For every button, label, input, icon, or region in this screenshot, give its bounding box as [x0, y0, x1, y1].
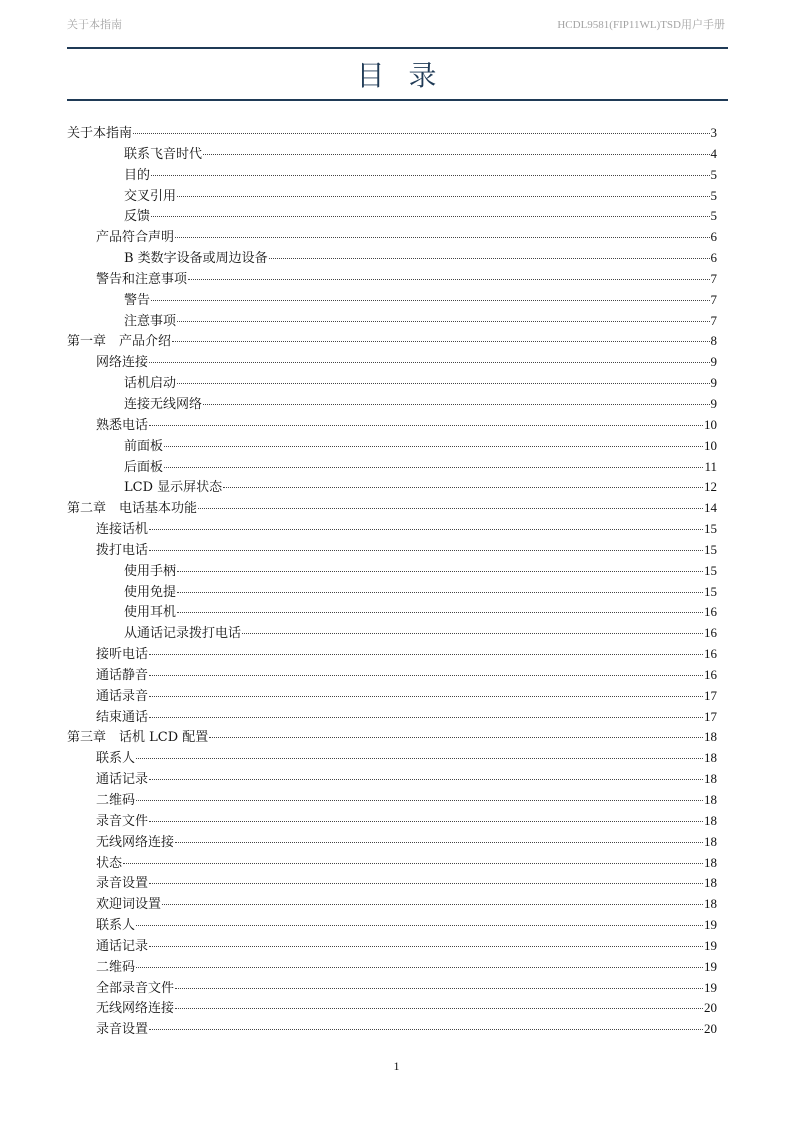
toc-entry-page: 17 — [704, 708, 717, 724]
toc-dot-leader — [149, 653, 703, 655]
toc-dot-leader — [172, 340, 709, 342]
toc-entry-page: 5 — [710, 208, 717, 224]
toc-dot-leader — [149, 716, 703, 718]
toc-dot-leader — [203, 153, 709, 155]
toc-entry[interactable] — [67, 894, 717, 915]
toc-entry-page: 15 — [704, 541, 717, 557]
toc-entry[interactable] — [67, 561, 717, 582]
table-of-contents — [67, 123, 717, 1040]
toc-entry-page: 8 — [710, 333, 717, 349]
toc-entry[interactable] — [67, 998, 717, 1019]
toc-entry[interactable] — [67, 915, 717, 936]
toc-entry-label: 录音设置 — [96, 876, 149, 892]
toc-dot-leader — [123, 862, 703, 864]
toc-entry-label: 前面板 — [124, 438, 164, 454]
toc-entry[interactable] — [67, 873, 717, 894]
toc-entry[interactable] — [67, 144, 717, 165]
toc-entry-label: 无线网络连接 — [96, 1001, 175, 1017]
toc-entry-page: 18 — [704, 854, 717, 870]
toc-dot-leader — [177, 591, 703, 593]
toc-entry[interactable] — [67, 811, 717, 832]
toc-dot-leader — [149, 549, 703, 551]
toc-entry[interactable] — [67, 519, 717, 540]
toc-dot-leader — [133, 132, 709, 134]
toc-entry-label: 从通话记录拨打电话 — [124, 626, 242, 642]
toc-entry-page: 20 — [704, 1000, 717, 1016]
toc-entry[interactable] — [67, 790, 717, 811]
toc-dot-leader — [149, 695, 703, 697]
toc-entry[interactable] — [67, 394, 717, 415]
toc-dot-leader — [149, 424, 703, 426]
toc-entry-page: 16 — [704, 604, 717, 620]
toc-entry[interactable] — [67, 248, 717, 269]
toc-dot-leader — [177, 320, 709, 322]
toc-entry-label: 通话静音 — [96, 667, 149, 683]
toc-entry[interactable] — [67, 686, 717, 707]
toc-dot-leader — [149, 945, 703, 947]
toc-entry-label: 状态 — [96, 855, 123, 871]
toc-entry-label: 反馈 — [124, 209, 151, 225]
toc-entry[interactable] — [67, 623, 717, 644]
toc-entry[interactable] — [67, 832, 717, 853]
toc-entry[interactable] — [67, 352, 717, 373]
toc-entry-page: 15 — [704, 562, 717, 578]
toc-entry-page: 7 — [710, 291, 717, 307]
toc-dot-leader — [136, 966, 703, 968]
toc-entry[interactable] — [67, 644, 717, 665]
toc-entry[interactable] — [67, 582, 717, 603]
toc-entry-label: 连接话机 — [96, 522, 149, 538]
title-bottom-rule — [67, 99, 728, 101]
toc-entry-page: 6 — [710, 250, 717, 266]
toc-entry[interactable] — [67, 498, 717, 519]
toc-entry-page: 16 — [704, 625, 717, 641]
toc-dot-leader — [149, 1028, 703, 1030]
toc-entry-page: 15 — [704, 583, 717, 599]
toc-entry[interactable] — [67, 665, 717, 686]
running-header-left: 关于本指南 — [67, 19, 122, 31]
toc-entry[interactable] — [67, 727, 717, 748]
toc-entry-label: 后面板 — [124, 459, 164, 475]
toc-entry-label: 注意事项 — [124, 313, 177, 329]
running-header-right: HCDL9581(FIP11WL)TSD用户手册 — [557, 19, 725, 31]
toc-entry-page: 18 — [704, 771, 717, 787]
toc-entry[interactable] — [67, 707, 717, 728]
toc-entry-label: 无线网络连接 — [96, 834, 175, 850]
toc-dot-leader — [149, 528, 703, 530]
toc-entry-page: 18 — [704, 729, 717, 745]
toc-entry-label: 二维码 — [96, 793, 136, 808]
toc-entry-page: 18 — [704, 792, 717, 807]
toc-entry-label: 通话记录 — [96, 938, 149, 954]
toc-entry-label: 第一章 产品介绍 — [67, 334, 172, 350]
toc-dot-leader — [175, 1007, 703, 1009]
toc-dot-leader — [175, 841, 703, 843]
toc-entry-label: 交叉引用 — [124, 188, 177, 204]
toc-entry-page: 10 — [704, 437, 717, 453]
toc-entry-page: 7 — [710, 270, 717, 286]
toc-entry-label: 第二章 电话基本功能 — [67, 501, 198, 517]
toc-dot-leader — [209, 736, 703, 738]
toc-entry[interactable] — [67, 269, 717, 290]
toc-entry[interactable] — [67, 457, 717, 478]
toc-entry-page: 6 — [710, 229, 717, 245]
toc-dot-leader — [151, 299, 709, 301]
toc-entry[interactable] — [67, 436, 717, 457]
toc-dot-leader — [269, 257, 710, 259]
toc-dot-leader — [149, 820, 703, 822]
toc-entry-label: 录音设置 — [96, 1022, 149, 1038]
toc-entry[interactable] — [67, 373, 717, 394]
toc-entry[interactable] — [67, 978, 717, 999]
toc-entry[interactable] — [67, 936, 717, 957]
toc-entry-label: B 类数字设备或周边设备 — [124, 251, 268, 267]
toc-entry[interactable] — [67, 311, 717, 332]
toc-dot-leader — [188, 278, 709, 280]
toc-dot-leader — [242, 632, 703, 634]
toc-entry-label: 二维码 — [96, 959, 136, 975]
toc-entry-page: 11 — [704, 458, 717, 474]
toc-entry[interactable] — [67, 165, 717, 186]
toc-entry-label: 录音文件 — [96, 813, 149, 829]
toc-entry-page: 20 — [704, 1021, 717, 1037]
toc-dot-leader — [149, 361, 709, 363]
toc-entry-label: 拨打电话 — [96, 542, 149, 558]
toc-entry-page: 5 — [710, 166, 717, 182]
toc-entry-page: 18 — [704, 833, 717, 849]
toc-entry[interactable] — [67, 290, 717, 311]
toc-entry-page: 18 — [704, 812, 717, 828]
toc-dot-leader — [164, 445, 703, 447]
toc-entry-label: 联系人 — [96, 751, 136, 767]
toc-entry[interactable] — [67, 602, 717, 623]
toc-entry-page: 14 — [704, 500, 717, 516]
toc-entry-label: 结束通话 — [96, 709, 149, 725]
toc-entry[interactable] — [67, 227, 717, 248]
toc-entry-page: 4 — [710, 145, 717, 161]
toc-entry[interactable] — [67, 540, 717, 561]
toc-entry-label: 警告 — [124, 292, 151, 308]
toc-entry-page: 15 — [704, 521, 717, 537]
toc-entry-label: 警告和注意事项 — [96, 271, 188, 287]
toc-entry[interactable] — [67, 331, 717, 352]
toc-entry-page: 5 — [710, 187, 717, 203]
toc-entry-page: 9 — [710, 354, 717, 370]
toc-dot-leader — [198, 507, 703, 509]
toc-entry[interactable] — [67, 415, 717, 436]
toc-entry-label: 接听电话 — [96, 647, 149, 663]
toc-entry[interactable] — [67, 769, 717, 790]
toc-dot-leader — [136, 757, 703, 759]
toc-dot-leader — [177, 382, 709, 384]
toc-dot-leader — [223, 486, 703, 488]
toc-dot-leader — [149, 778, 703, 780]
page-title: 目录 — [356, 59, 461, 92]
toc-dot-leader — [151, 215, 709, 217]
page-number: 1 — [393, 1059, 400, 1073]
toc-entry-label: 通话记录 — [96, 772, 149, 788]
toc-entry-page: 16 — [704, 646, 717, 662]
toc-entry-page: 17 — [704, 687, 717, 703]
toc-entry-label: 联系人 — [96, 918, 136, 934]
toc-entry[interactable] — [67, 477, 717, 498]
toc-entry[interactable] — [67, 748, 717, 769]
toc-entry-label: 使用免提 — [124, 584, 177, 600]
toc-entry-page: 10 — [704, 416, 717, 432]
title-top-rule — [67, 47, 728, 49]
toc-entry[interactable] — [67, 957, 717, 978]
toc-entry-label: 目的 — [124, 167, 151, 183]
toc-entry-page: 19 — [704, 979, 717, 995]
toc-entry[interactable] — [67, 186, 717, 207]
toc-entry-label: 关于本指南 — [67, 126, 133, 141]
toc-dot-leader — [162, 903, 703, 905]
toc-dot-leader — [136, 799, 703, 801]
toc-dot-leader — [177, 195, 709, 197]
toc-dot-leader — [203, 403, 709, 405]
toc-entry-label: 话机启动 — [124, 376, 177, 392]
toc-entry-page: 19 — [704, 917, 717, 933]
toc-entry-page: 18 — [704, 750, 717, 766]
toc-entry-page: 7 — [710, 312, 717, 328]
toc-entry-label: 使用手柄 — [124, 563, 177, 579]
toc-dot-leader — [175, 236, 709, 238]
toc-entry-label: 网络连接 — [96, 355, 149, 371]
toc-entry-label: 使用耳机 — [124, 605, 177, 621]
toc-entry-label: 通话录音 — [96, 688, 149, 704]
toc-entry[interactable] — [67, 853, 717, 874]
toc-entry[interactable] — [67, 206, 717, 227]
toc-entry-page: 18 — [704, 896, 717, 912]
toc-dot-leader — [151, 174, 709, 176]
toc-entry-label: 欢迎词设置 — [96, 897, 162, 913]
toc-entry[interactable] — [67, 1019, 717, 1040]
toc-entry-label: 熟悉电话 — [96, 417, 149, 433]
toc-entry-page: 16 — [704, 666, 717, 682]
toc-entry-label: 第三章 话机 LCD 配置 — [67, 730, 209, 746]
toc-entry-label: 联系飞音时代 — [124, 146, 203, 162]
toc-entry-label: 产品符合声明 — [96, 230, 175, 246]
toc-entry-label: 连接无线网络 — [124, 396, 203, 412]
toc-dot-leader — [164, 466, 703, 468]
toc-entry-label: LCD 显示屏状态 — [124, 480, 223, 496]
toc-entry-page: 9 — [710, 395, 717, 411]
toc-entry-page: 19 — [704, 937, 717, 953]
toc-entry-label: 全部录音文件 — [96, 980, 175, 996]
toc-entry-page: 18 — [704, 875, 717, 891]
toc-dot-leader — [175, 987, 703, 989]
toc-dot-leader — [136, 924, 703, 926]
toc-dot-leader — [177, 570, 703, 572]
toc-entry-page: 12 — [704, 479, 717, 495]
toc-entry-page: 19 — [704, 958, 717, 974]
toc-entry-page: 3 — [710, 125, 717, 140]
toc-entry[interactable] — [67, 123, 717, 144]
toc-entry-page: 9 — [710, 375, 717, 391]
toc-dot-leader — [149, 674, 703, 676]
toc-dot-leader — [177, 611, 703, 613]
toc-dot-leader — [149, 882, 703, 884]
